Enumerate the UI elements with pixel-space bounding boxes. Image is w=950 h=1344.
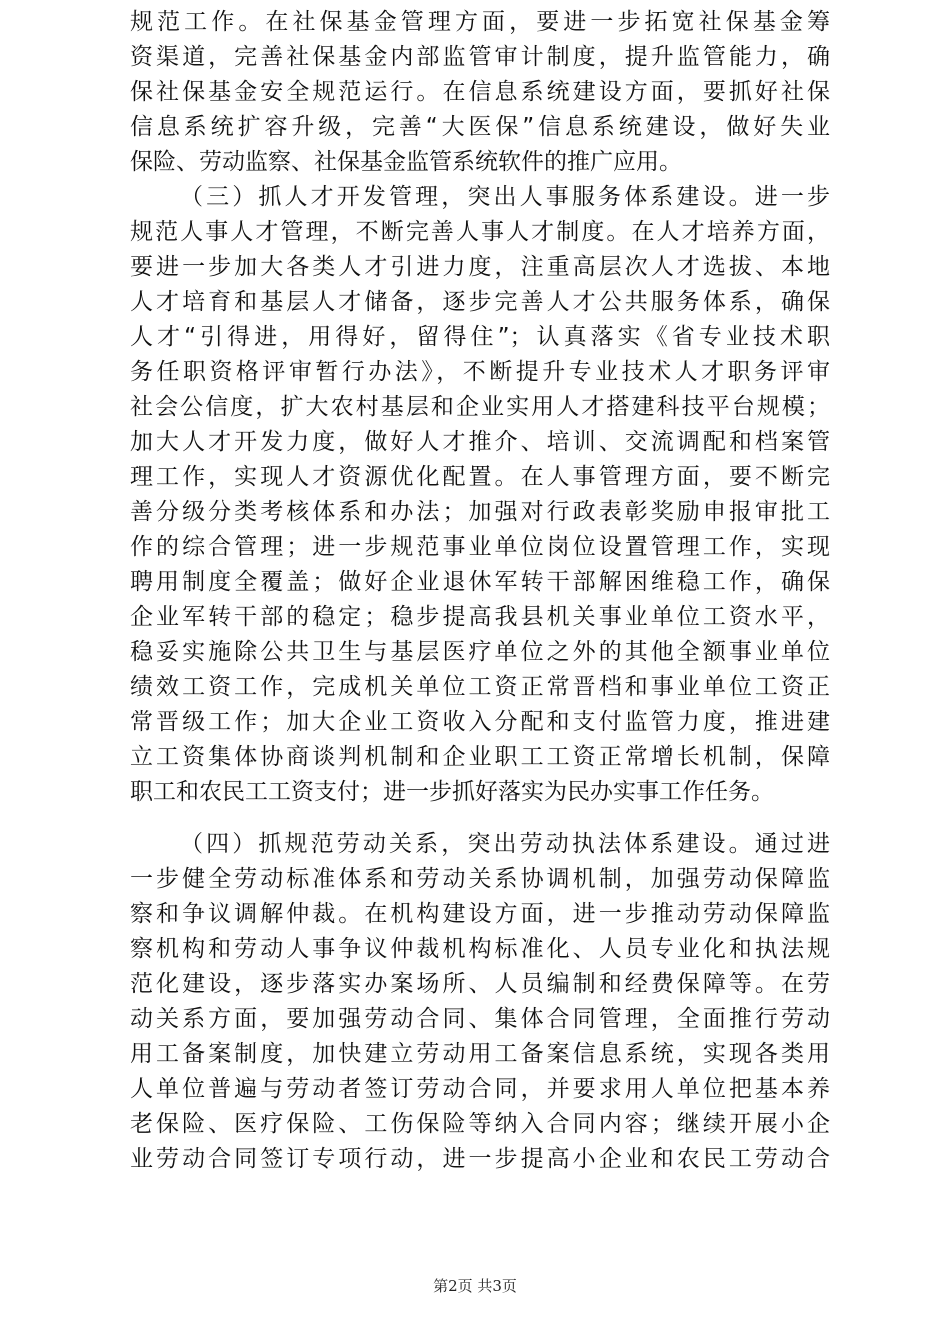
paragraph-line: 保险、劳动监察、社保基金监管系统软件的推广应用。	[130, 149, 682, 175]
paragraph-line: 范化建设，逐步落实办案场所、人员编制和经费保障等。在劳	[130, 971, 830, 997]
paragraph-line: 老保险、医疗保险、工伤保险等纳入合同内容；继续开展小企	[130, 1111, 830, 1137]
paragraph-line: 人单位普遍与劳动者签订劳动合同，并要求用人单位把基本养	[130, 1076, 830, 1102]
paragraph-line: 察机构和劳动人事争议仲裁机构标准化、人员专业化和执法规	[130, 936, 830, 962]
page-footer: 第2页 共3页	[433, 1277, 517, 1295]
paragraph-line: 要进一步加大各类人才引进力度，注重高层次人才选拔、本地	[130, 254, 830, 280]
paragraph-line: 善分级分类考核体系和办法；加强对行政表彰奖励申报审批工	[130, 499, 830, 525]
paragraph-line: 务任职资格评审暂行办法》，不断提升专业技术人才职务评审	[130, 359, 830, 385]
paragraph-line: 理工作，实现人才资源优化配置。在人事管理方面，要不断完	[130, 464, 830, 490]
paragraph-line: 业劳动合同签订专项行动，进一步提高小企业和农民工劳动合	[130, 1146, 830, 1172]
paragraph-line: 动关系方面，要加强劳动合同、集体合同管理，全面推行劳动	[130, 1006, 830, 1032]
paragraph-line: 立工资集体协商谈判机制和企业职工工资正常增长机制，保障	[130, 744, 830, 770]
paragraph-line: 常晋级工作；加大企业工资收入分配和支付监管力度，推进建	[130, 709, 830, 735]
paragraph-line: 用工备案制度，加快建立劳动用工备案信息系统，实现各类用	[130, 1041, 830, 1067]
paragraph-line: 作的综合管理；进一步规范事业单位岗位设置管理工作，实现	[130, 534, 830, 560]
paragraph-line: 人才“引得进，用得好，留得住”；认真落实《省专业技术职	[130, 324, 830, 350]
paragraph-line: 资渠道，完善社保基金内部监管审计制度，提升监管能力，确	[130, 44, 830, 70]
paragraph-line: 企业军转干部的稳定；稳步提高我县机关事业单位工资水平，	[130, 604, 830, 630]
paragraph-line: 聘用制度全覆盖；做好企业退休军转干部解困维稳工作，确保	[130, 569, 830, 595]
paragraph-line: 绩效工资工作，完成机关单位工资正常晋档和事业单位工资正	[130, 674, 830, 700]
paragraph-line: 一步健全劳动标准体系和劳动关系协调机制，加强劳动保障监	[130, 866, 830, 892]
paragraph-line: 加大人才开发力度，做好人才推介、培训、交流调配和档案管	[130, 429, 830, 455]
paragraph-line: （四）抓规范劳动关系，突出劳动执法体系建设。通过进	[180, 831, 830, 857]
paragraph-line: 信息系统扩容升级，完善“大医保”信息系统建设，做好失业	[130, 114, 830, 140]
paragraph-line: 规范人事人才管理，不断完善人事人才制度。在人才培养方面，	[130, 219, 830, 245]
paragraph-line: 社会公信度，扩大农村基层和企业实用人才搭建科技平台规模；	[130, 394, 830, 420]
paragraph-line: 保社保基金安全规范运行。在信息系统建设方面，要抓好社保	[130, 79, 830, 105]
paragraph-line: （三）抓人才开发管理，突出人事服务体系建设。进一步	[180, 184, 830, 210]
paragraph-line: 职工和农民工工资支付；进一步抓好落实为民办实事工作任务。	[130, 779, 774, 805]
paragraph-line: 察和争议调解仲裁。在机构建设方面，进一步推动劳动保障监	[130, 901, 830, 927]
paragraph-line: 规范工作。在社保基金管理方面，要进一步拓宽社保基金筹	[130, 9, 830, 35]
paragraph-line: 稳妥实施除公共卫生与基层医疗单位之外的其他全额事业单位	[130, 639, 830, 665]
paragraph-line: 人才培育和基层人才储备，逐步完善人才公共服务体系，确保	[130, 289, 830, 315]
